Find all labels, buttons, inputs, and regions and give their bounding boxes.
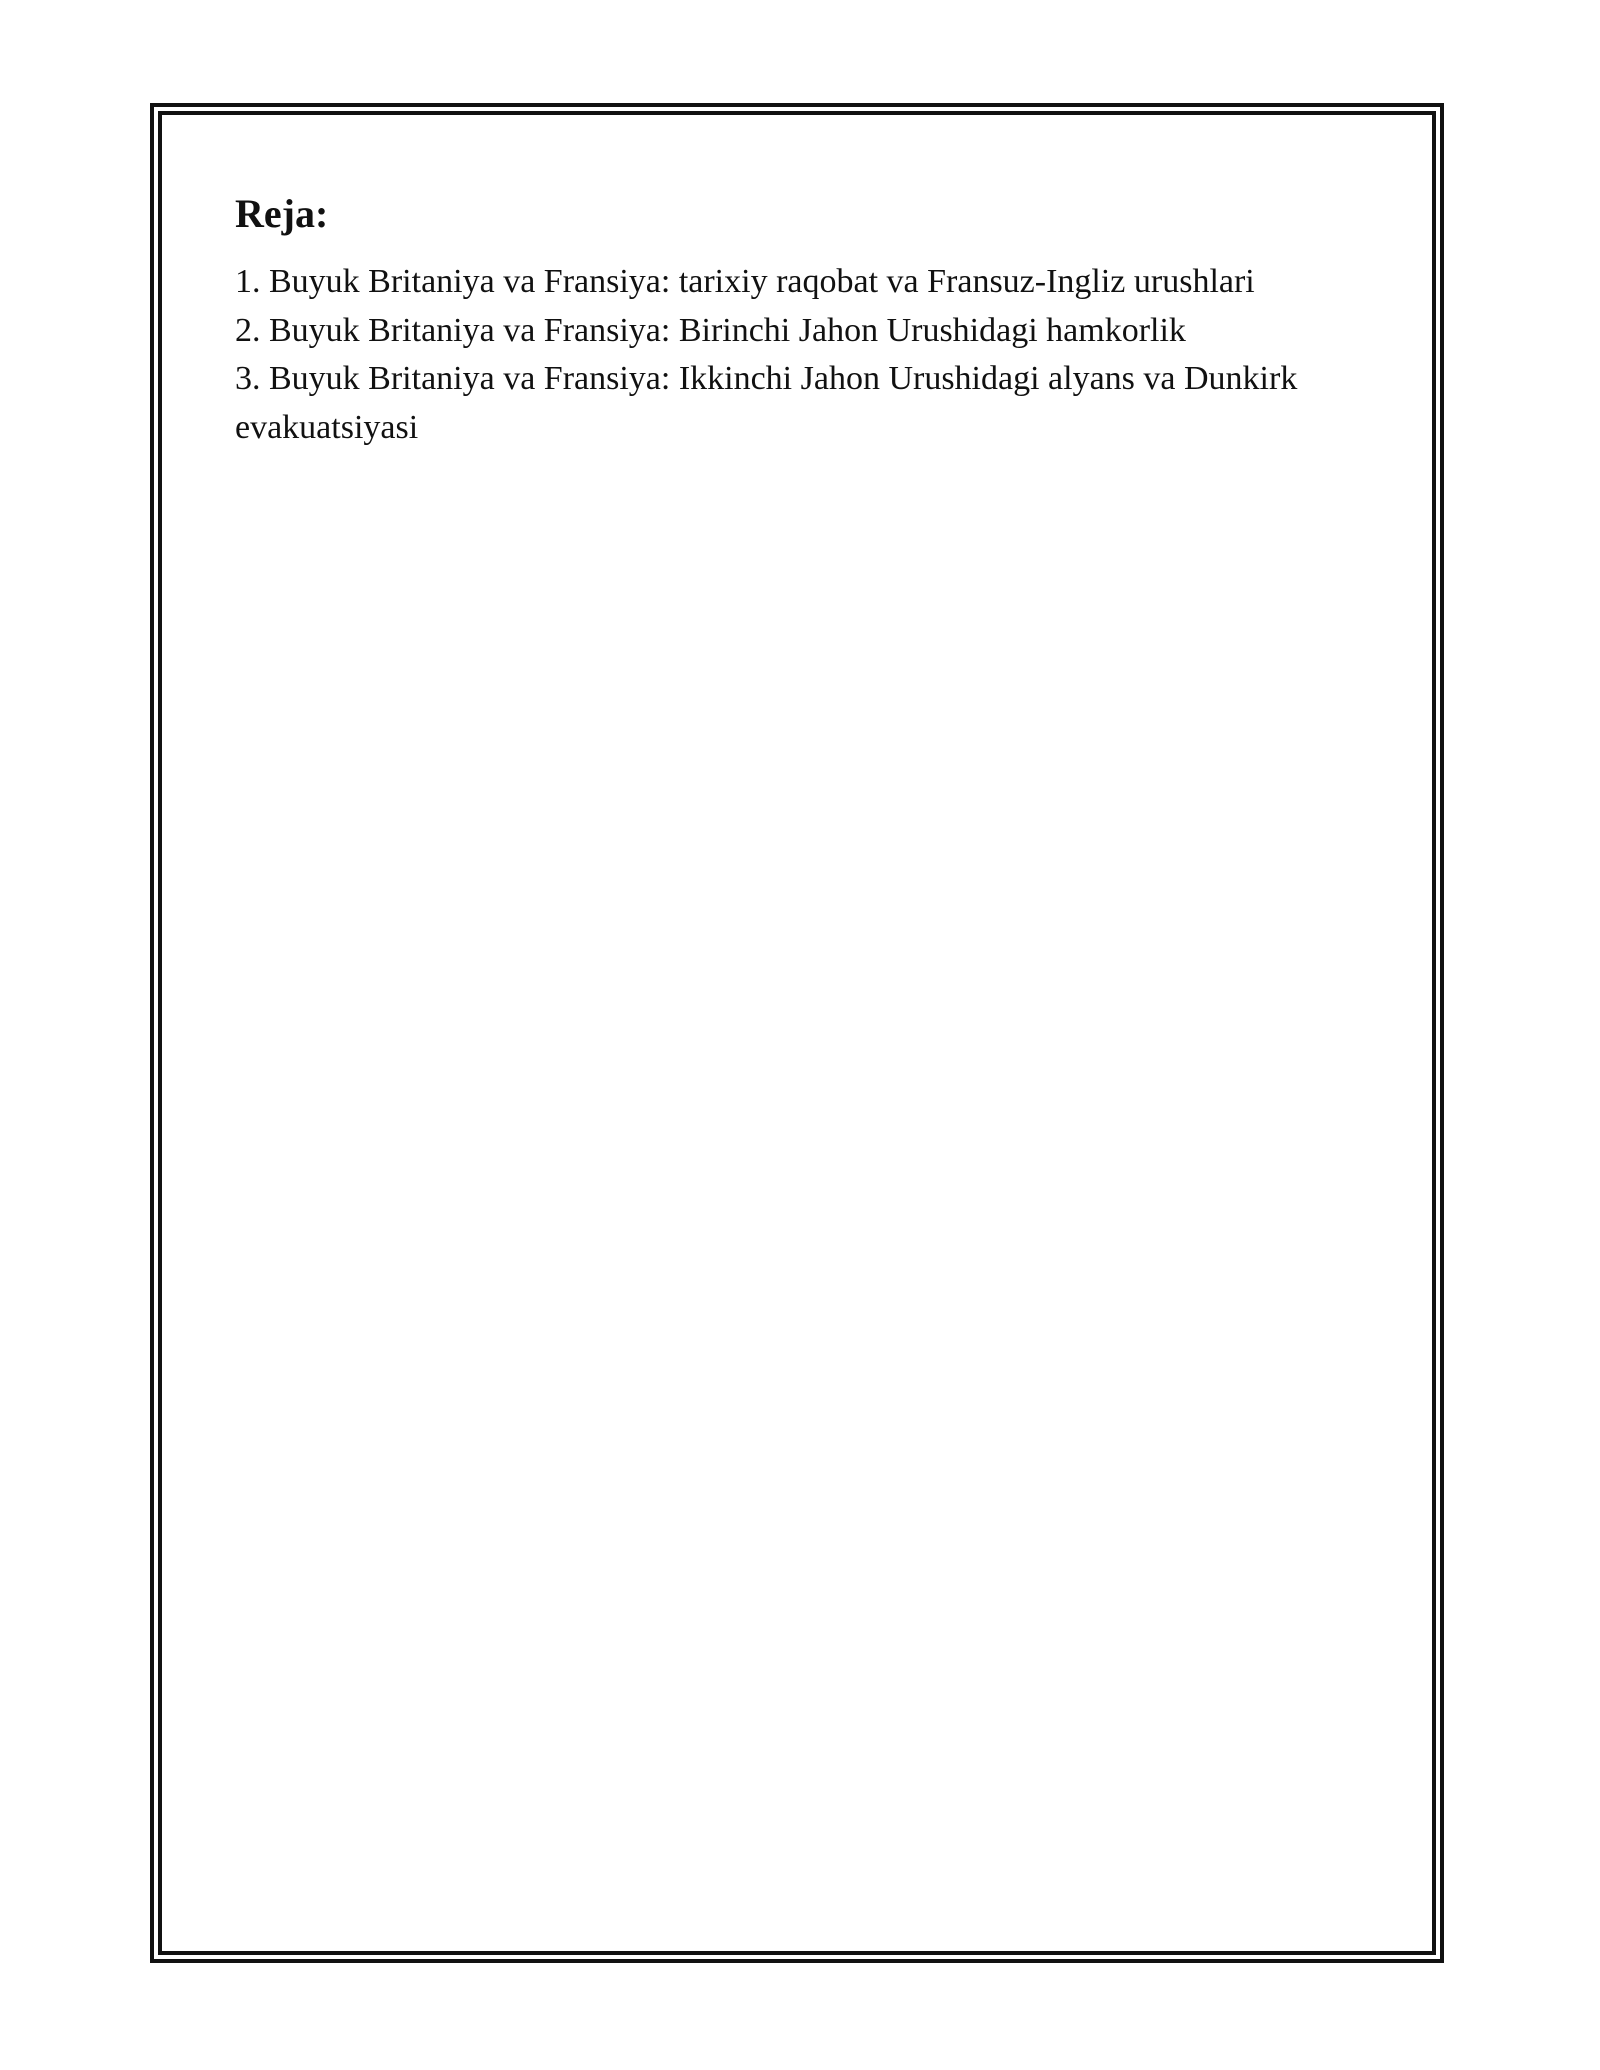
- plan-item-2: 2. Buyuk Britaniya va Fransiya: Birinchi Jahon Urushidagi hamkorlik: [235, 311, 1186, 349]
- plan-heading: Reja:: [235, 191, 329, 236]
- plan-item-3: 3. Buyuk Britaniya va Fransiya: Ikkinchi Jahon Urushidagi alyans va Dunkirk evakuatsiyasi: [235, 360, 1298, 446]
- plan-item-1: 1. Buyuk Britaniya va Fransiya: tarixiy raqobat va Fransuz-Ingliz urushlari: [235, 263, 1255, 300]
- document-content: [235, 188, 1365, 452]
- plan-list: [235, 258, 1365, 452]
